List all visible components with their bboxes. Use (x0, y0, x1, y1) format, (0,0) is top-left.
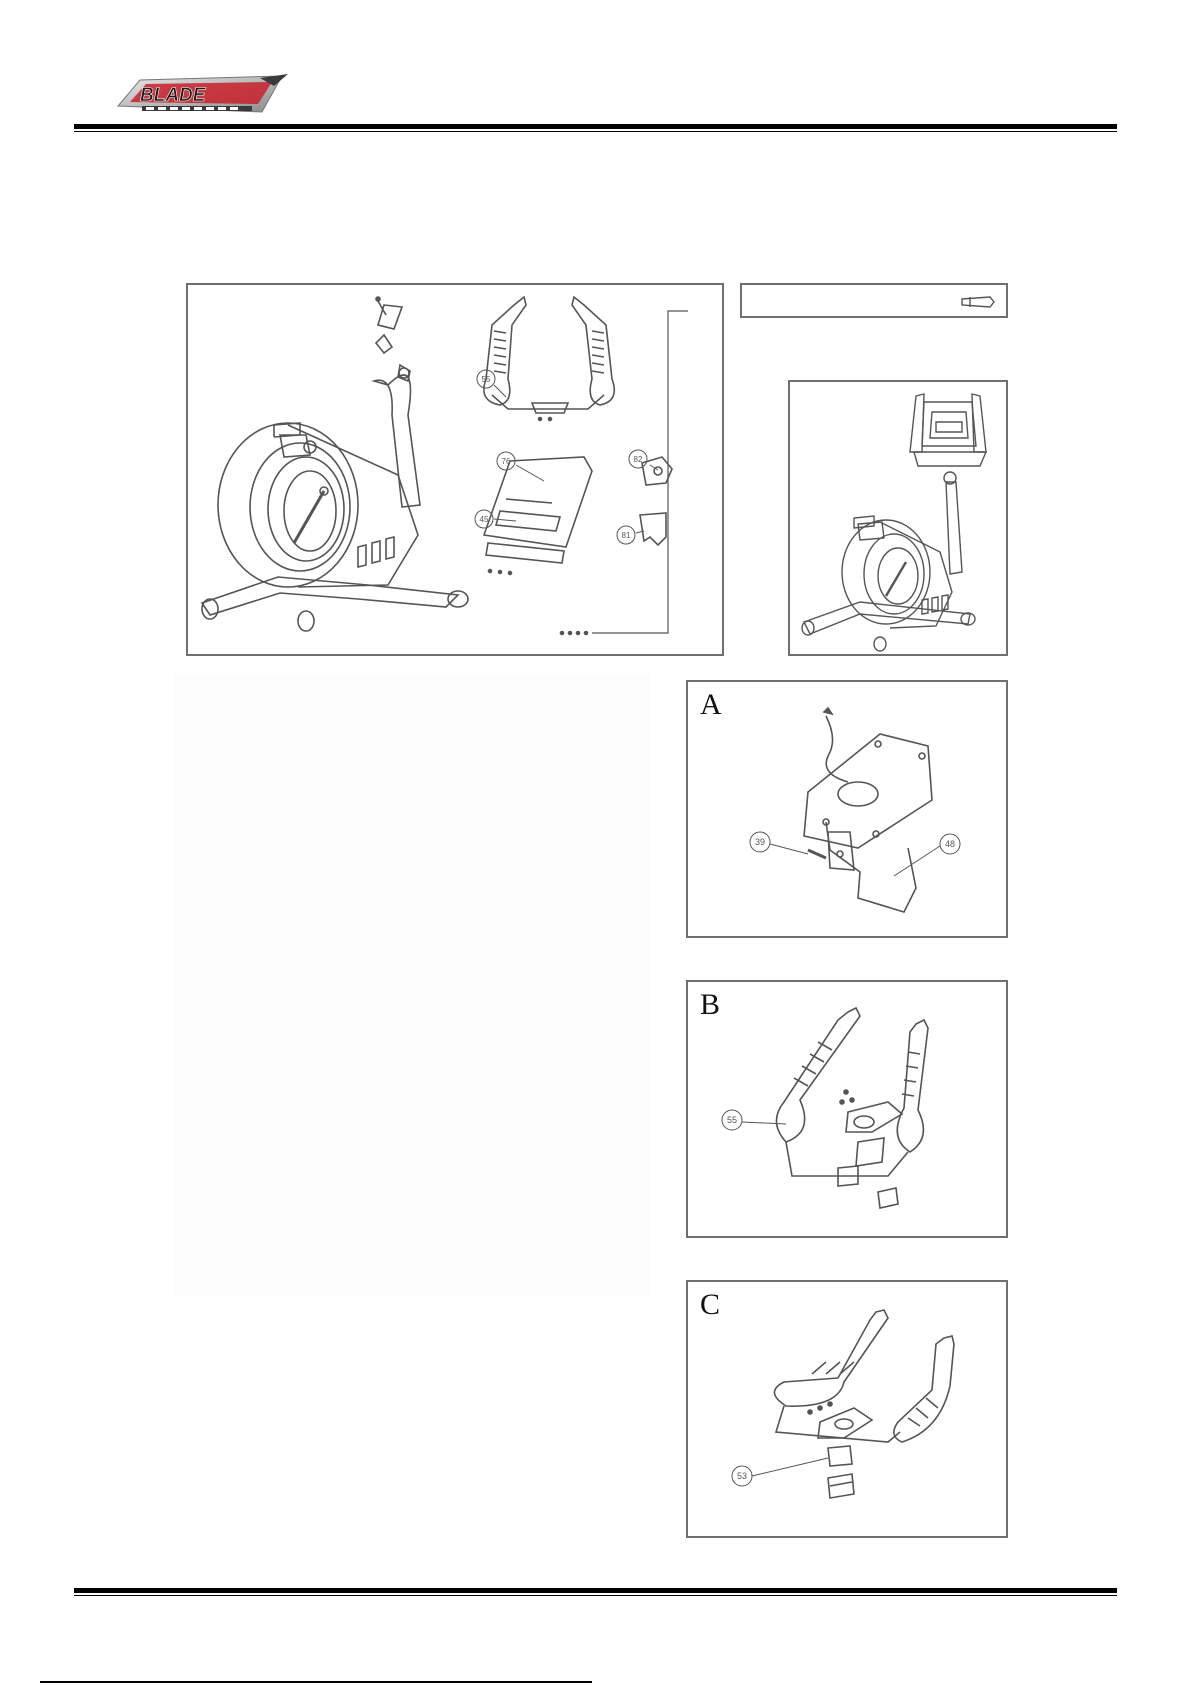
brand-logo (112, 72, 292, 118)
console-bracket-drawing (688, 682, 1010, 940)
bike-exploded-drawing (188, 285, 726, 658)
panel-letter-a: A (700, 688, 722, 721)
panel-letter-c: C (700, 1288, 721, 1321)
bottom-edge-rule (40, 1681, 592, 1683)
footer-rule-thin (74, 1595, 1117, 1596)
step-panel-b (686, 980, 1008, 1238)
exploded-parts-diagram (186, 283, 724, 656)
logo-text: BLADE (140, 85, 206, 106)
header-rule-thin (74, 131, 1117, 132)
callout-81: 81 (621, 531, 631, 540)
footer-rule (74, 1588, 1117, 1593)
callout-39: 39 (754, 837, 766, 847)
blade-logo-icon (112, 72, 292, 118)
callout-53: 53 (736, 1471, 748, 1481)
assembled-bike-drawing (790, 382, 1010, 658)
hardware-parts-box (740, 283, 1008, 318)
callout-45: 45 (479, 515, 489, 524)
handlebar-install-drawing (688, 982, 1010, 1240)
screw-icon (742, 285, 1010, 320)
callout-55: 55 (481, 375, 491, 384)
assembled-bike-diagram (788, 380, 1008, 656)
handlebar-cover-drawing (688, 1282, 1010, 1540)
step-panel-a (686, 680, 1008, 938)
text-area (172, 675, 652, 1295)
panel-letter-b: B (700, 988, 721, 1021)
callout-55-b: 55 (726, 1115, 738, 1125)
callout-48: 48 (944, 839, 956, 849)
callout-82: 82 (633, 455, 643, 464)
header-rule (74, 124, 1117, 129)
step-panel-c (686, 1280, 1008, 1538)
callout-76: 76 (501, 457, 511, 466)
